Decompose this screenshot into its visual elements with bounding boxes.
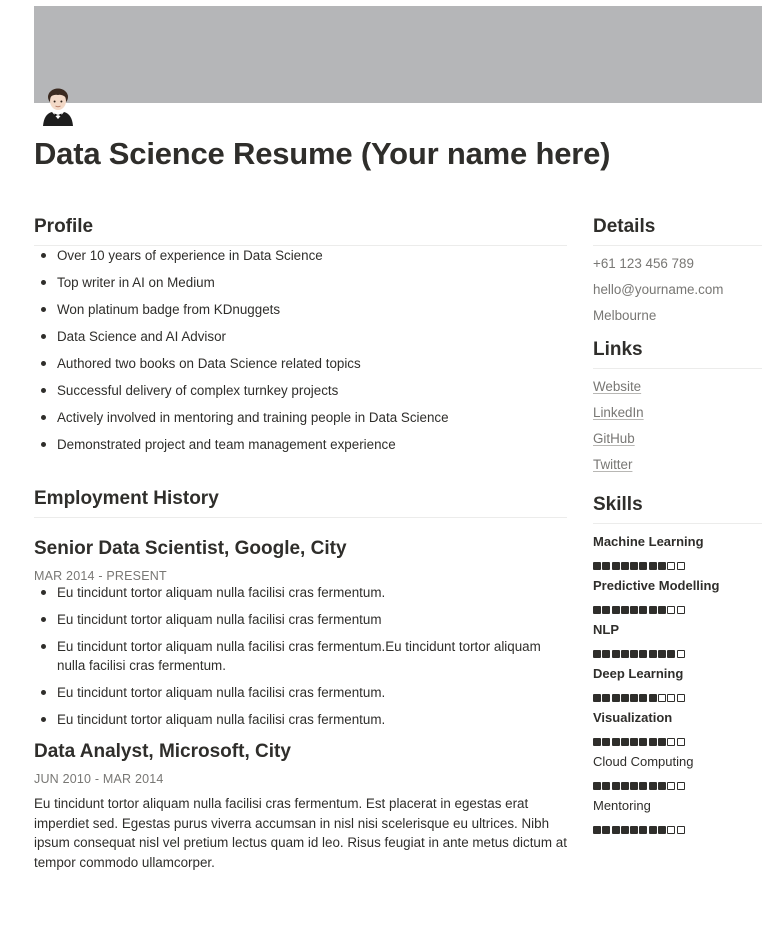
rating-filled-square xyxy=(593,694,601,702)
skill-item xyxy=(593,710,762,746)
list-item: Eu tincidunt tortor aliquam nulla facilisi cras fermentum. xyxy=(34,683,567,702)
skill-name: Mentoring xyxy=(593,798,651,813)
rating-filled-square xyxy=(602,650,610,658)
rating-filled-square xyxy=(658,738,666,746)
skill-rating xyxy=(593,606,762,614)
github-link[interactable]: GitHub xyxy=(593,431,635,446)
rating-filled-square xyxy=(602,782,610,790)
skills-heading: Skills xyxy=(593,494,762,524)
rating-empty-square xyxy=(677,606,685,614)
person-in-tuxedo-icon[interactable] xyxy=(40,86,76,126)
list-item: Eu tincidunt tortor aliquam nulla facilisi cras fermentum. xyxy=(34,583,567,602)
skill-name: Deep Learning xyxy=(593,666,684,681)
skill-rating xyxy=(593,650,762,658)
rating-filled-square xyxy=(612,694,620,702)
skill-item xyxy=(593,534,762,570)
rating-empty-square xyxy=(658,694,666,702)
rating-empty-square xyxy=(667,694,675,702)
rating-filled-square xyxy=(630,738,638,746)
skill-rating xyxy=(593,562,762,570)
skill-item xyxy=(593,754,762,790)
job-title: Senior Data Scientist, Google, City xyxy=(34,538,347,559)
rating-empty-square xyxy=(677,738,685,746)
list-item: Over 10 years of experience in Data Science xyxy=(34,246,567,265)
rating-filled-square xyxy=(621,650,629,658)
job-description: Eu tincidunt tortor aliquam nulla facilisi cras fermentum. Est placerat in egestas erat imperdiet sed. Egestas purus viverra accumsan in nisl nisi scelerisque eu ultrices. Nibh ipsum consequat nisl vel pretium lectus quam id leo. Risus feugiat in ante metus dictum at tempor commodo ullamcorper. xyxy=(34,796,567,870)
phone-number: +61 123 456 789 xyxy=(593,256,694,271)
rating-filled-square xyxy=(621,694,629,702)
rating-filled-square xyxy=(649,694,657,702)
list-item: Demonstrated project and team management experience xyxy=(34,435,567,454)
rating-filled-square xyxy=(593,606,601,614)
rating-empty-square xyxy=(677,562,685,570)
rating-filled-square xyxy=(630,606,638,614)
rating-filled-square xyxy=(593,826,601,834)
twitter-link[interactable]: Twitter xyxy=(593,457,633,472)
list-item: Successful delivery of complex turnkey projects xyxy=(34,381,567,400)
list-item: Eu tincidunt tortor aliquam nulla facilisi cras fermentum. xyxy=(34,710,567,729)
rating-filled-square xyxy=(621,826,629,834)
rating-filled-square xyxy=(639,826,647,834)
links-section xyxy=(593,339,762,474)
email-address: hello@yourname.com xyxy=(593,282,724,297)
rating-filled-square xyxy=(639,694,647,702)
job-dates: JUN 2010 - MAR 2014 xyxy=(34,772,164,786)
rating-filled-square xyxy=(621,738,629,746)
skill-rating xyxy=(593,694,762,702)
details-list xyxy=(593,254,762,325)
rating-filled-square xyxy=(602,826,610,834)
skill-name: Visualization xyxy=(593,710,673,725)
skill-item xyxy=(593,622,762,658)
rating-filled-square xyxy=(602,694,610,702)
rating-filled-square xyxy=(612,738,620,746)
rating-filled-square xyxy=(593,782,601,790)
rating-empty-square xyxy=(677,650,685,658)
rating-filled-square xyxy=(639,782,647,790)
skill-name: Machine Learning xyxy=(593,534,704,549)
rating-filled-square xyxy=(630,826,638,834)
rating-filled-square xyxy=(602,562,610,570)
website-link[interactable]: Website xyxy=(593,379,642,394)
rating-filled-square xyxy=(649,606,657,614)
rating-filled-square xyxy=(612,562,620,570)
skill-rating xyxy=(593,738,762,746)
rating-filled-square xyxy=(621,782,629,790)
list-item: Eu tincidunt tortor aliquam nulla facilisi cras fermentum xyxy=(34,610,567,629)
location: Melbourne xyxy=(593,308,657,323)
job-bullet-list xyxy=(34,583,567,729)
skill-name: Cloud Computing xyxy=(593,754,694,769)
list-item: Data Science and AI Advisor xyxy=(34,327,567,346)
main-column xyxy=(34,216,567,872)
rating-filled-square xyxy=(602,738,610,746)
rating-filled-square xyxy=(630,694,638,702)
rating-filled-square xyxy=(649,650,657,658)
rating-filled-square xyxy=(658,606,666,614)
list-item: Won platinum badge from KDnuggets xyxy=(34,300,567,319)
rating-empty-square xyxy=(667,738,675,746)
employment-heading: Employment History xyxy=(34,488,567,518)
rating-empty-square xyxy=(677,694,685,702)
rating-filled-square xyxy=(593,738,601,746)
list-item: Authored two books on Data Science related topics xyxy=(34,354,567,373)
rating-filled-square xyxy=(649,826,657,834)
skill-rating xyxy=(593,826,762,834)
page-title: Data Science Resume (Your name here) xyxy=(34,136,611,171)
rating-filled-square xyxy=(612,826,620,834)
rating-filled-square xyxy=(593,562,601,570)
rating-filled-square xyxy=(639,650,647,658)
rating-empty-square xyxy=(667,782,675,790)
rating-filled-square xyxy=(639,606,647,614)
profile-heading: Profile xyxy=(34,216,567,246)
rating-filled-square xyxy=(612,782,620,790)
job-dates: MAR 2014 - PRESENT xyxy=(34,569,167,583)
skill-name: Predictive Modelling xyxy=(593,578,720,593)
rating-filled-square xyxy=(649,738,657,746)
rating-filled-square xyxy=(649,562,657,570)
job-title: Data Analyst, Microsoft, City xyxy=(34,741,291,762)
rating-filled-square xyxy=(593,650,601,658)
rating-filled-square xyxy=(658,826,666,834)
rating-filled-square xyxy=(658,650,666,658)
rating-empty-square xyxy=(677,782,685,790)
rating-filled-square xyxy=(612,650,620,658)
cover-image[interactable] xyxy=(34,6,762,103)
rating-filled-square xyxy=(612,606,620,614)
details-heading: Details xyxy=(593,216,762,246)
rating-filled-square xyxy=(602,606,610,614)
profile-list xyxy=(34,246,567,454)
list-item: Actively involved in mentoring and training people in Data Science xyxy=(34,408,567,427)
rating-filled-square xyxy=(649,782,657,790)
links-heading: Links xyxy=(593,339,762,369)
rating-filled-square xyxy=(621,562,629,570)
rating-filled-square xyxy=(658,562,666,570)
employment-section xyxy=(34,488,567,872)
rating-filled-square xyxy=(667,650,675,658)
links-list xyxy=(593,377,762,474)
rating-empty-square xyxy=(667,606,675,614)
skill-name: NLP xyxy=(593,622,619,637)
linkedin-link[interactable]: LinkedIn xyxy=(593,405,644,420)
list-item: Eu tincidunt tortor aliquam nulla facilisi cras fermentum.Eu tincidunt tortor aliquam nulla facilisi cras fermentum. xyxy=(34,637,567,675)
rating-filled-square xyxy=(639,738,647,746)
rating-filled-square xyxy=(621,606,629,614)
rating-filled-square xyxy=(630,562,638,570)
rating-empty-square xyxy=(677,826,685,834)
rating-empty-square xyxy=(667,826,675,834)
skill-item xyxy=(593,666,762,702)
list-item: Top writer in AI on Medium xyxy=(34,273,567,292)
rating-empty-square xyxy=(667,562,675,570)
skill-item xyxy=(593,578,762,614)
skill-rating xyxy=(593,782,762,790)
sidebar-column xyxy=(593,216,762,842)
rating-filled-square xyxy=(630,650,638,658)
rating-filled-square xyxy=(639,562,647,570)
skills-section xyxy=(593,494,762,834)
skill-item xyxy=(593,798,762,834)
skills-list xyxy=(593,534,762,834)
rating-filled-square xyxy=(630,782,638,790)
rating-filled-square xyxy=(658,782,666,790)
